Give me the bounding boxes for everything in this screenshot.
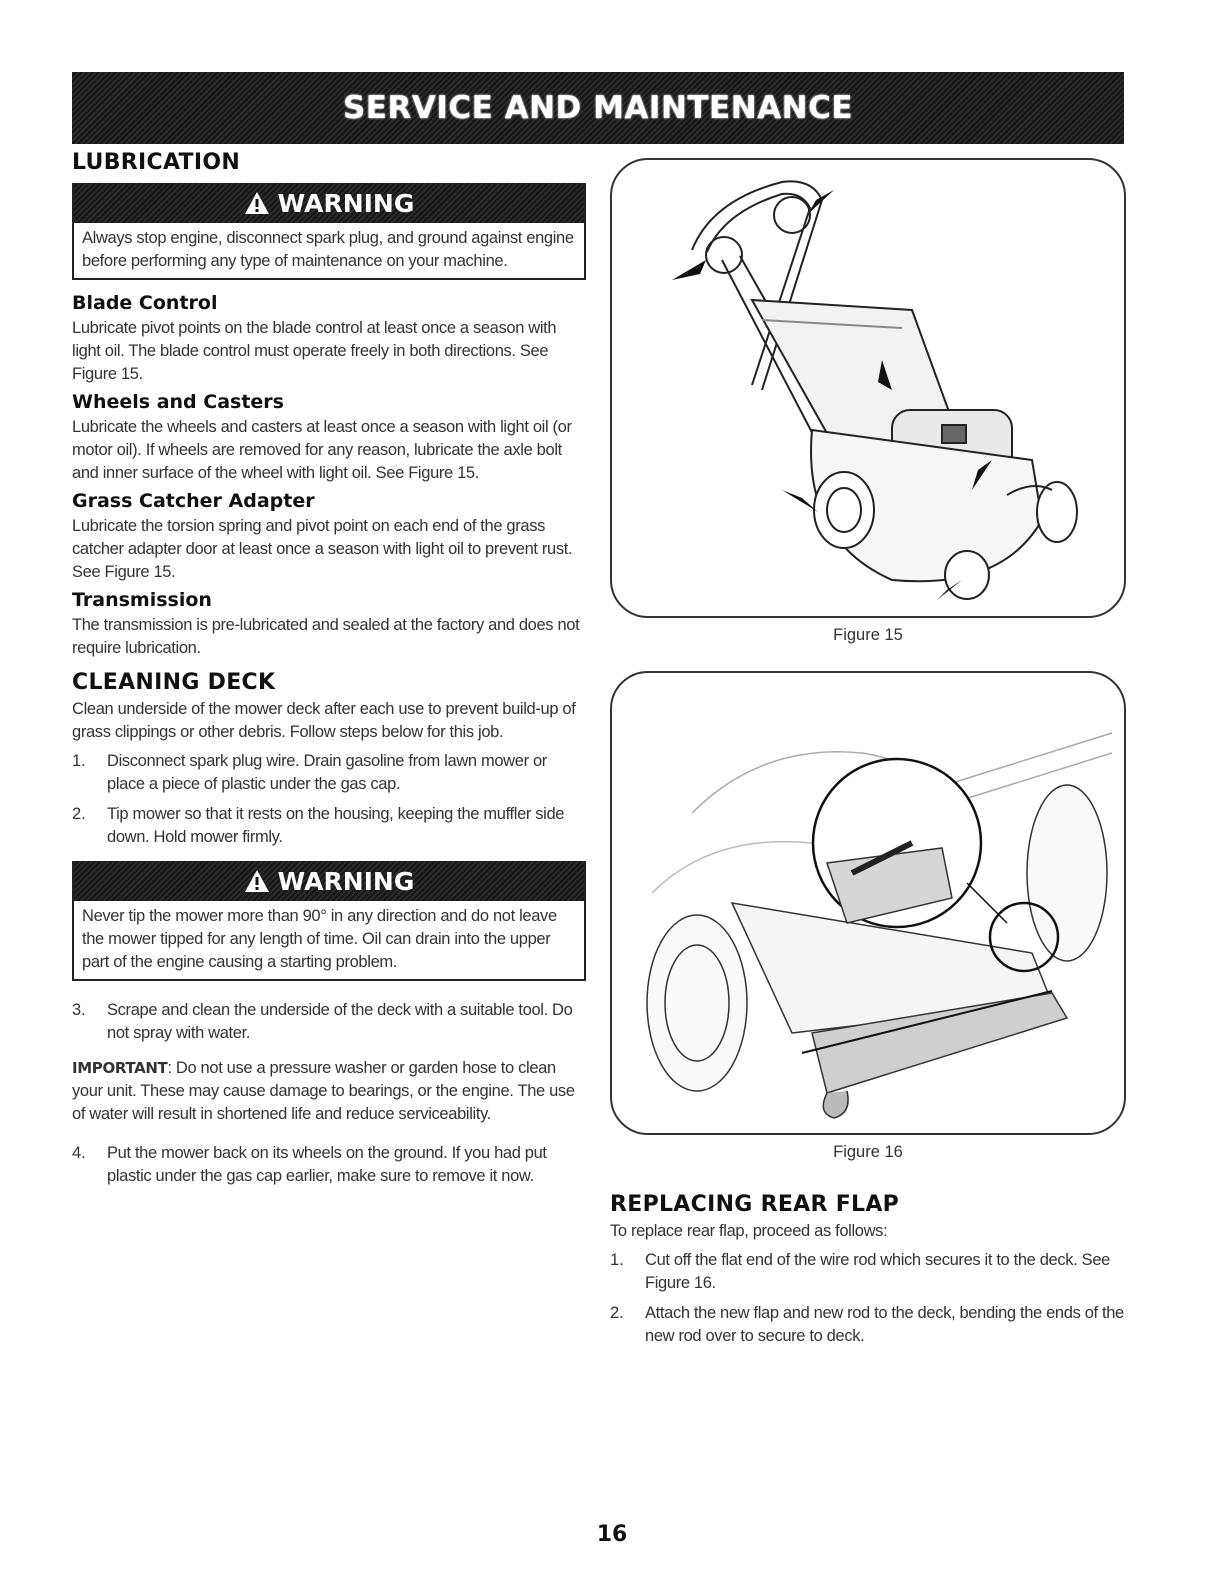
- grass-catcher-text: Lubricate the torsion spring and pivot point on each end of the grass catcher adapter door at least once a season with light oil to prevent rust. See Figure 15.: [72, 517, 573, 581]
- important-text: : Do not use a pressure washer or garden hose to clean your unit. These may cause damage to bearings, or the engine. The use of water will result in shortened life and reduce serviceability.: [72, 1059, 575, 1123]
- warning-label: WARNING: [277, 188, 415, 218]
- transmission-text: The transmission is pre-lubricated and sealed at the factory and does not require lubrication.: [72, 616, 580, 657]
- cleaning-steps-a: [72, 750, 588, 849]
- important-note: [72, 1057, 588, 1126]
- figure-15-caption: Figure 15: [833, 626, 903, 644]
- cleaning-intro: Clean underside of the mower deck after each use to prevent build-up of grass clippings or other debris. Follow steps below for this job.: [72, 700, 576, 741]
- important-label: IMPORTANT: [72, 1059, 168, 1077]
- rear-flap-illustration: [612, 673, 1124, 1129]
- cleaning-steps-b: [72, 999, 588, 1045]
- mower-lubrication-illustration: [612, 160, 1124, 612]
- lubrication-heading: LUBRICATION: [72, 150, 241, 175]
- wheels-heading: Wheels and Casters: [72, 391, 284, 413]
- warning-header: [74, 861, 584, 901]
- grass-catcher-heading: Grass Catcher Adapter: [72, 490, 315, 512]
- figure-16-caption: Figure 16: [833, 1143, 903, 1161]
- right-column: [610, 158, 1126, 1355]
- rear-flap-steps: [610, 1249, 1126, 1348]
- transmission-heading: Transmission: [72, 589, 212, 611]
- rear-flap-heading: REPLACING REAR FLAP: [610, 1192, 900, 1217]
- wheels-text: Lubricate the wheels and casters at least once a season with light oil (or motor oil). If wheels are removed for any reason, lubricate the axle bolt and inner surface of the wheel with light oil. See Figure 15.: [72, 418, 572, 482]
- figure-16-frame: [610, 671, 1126, 1135]
- figure-15-frame: [610, 158, 1126, 618]
- cleaning-heading: CLEANING DECK: [72, 670, 276, 695]
- header-banner: [72, 72, 1124, 144]
- list-item: 2. Attach the new flap and new rod to the deck, bending the ends of the new rod over to secure to deck.: [610, 1304, 1124, 1345]
- warning-triangle-icon: [244, 869, 270, 893]
- warning-header: [74, 183, 584, 223]
- list-item: 3. Scrape and clean the underside of the deck with a suitable tool. Do not spray with water.: [72, 1001, 573, 1042]
- list-item: 4. Put the mower back on its wheels on the ground. If you had put plastic under the gas cap earlier, make sure to remove it now.: [72, 1144, 547, 1185]
- warning-text: Never tip the mower more than 90° in any direction and do not leave the mower tipped for any length of time. Oil can drain into the upper part of the engine causing a starting problem.: [82, 907, 557, 971]
- cleaning-warning-box: [72, 861, 586, 981]
- warning-label: WARNING: [277, 866, 415, 896]
- warning-triangle-icon: [244, 191, 270, 215]
- lubrication-warning-box: [72, 183, 586, 280]
- page-title: SERVICE AND MAINTENANCE: [342, 90, 854, 126]
- blade-control-text: Lubricate pivot points on the blade control at least once a season with light oil. The blade control must operate freely in both directions. See Figure 15.: [72, 319, 557, 383]
- rear-flap-intro: To replace rear flap, proceed as follows:: [610, 1222, 888, 1240]
- left-column: [72, 150, 588, 1195]
- list-item: 1. Cut off the flat end of the wire rod which secures it to the deck. See Figure 16.: [610, 1251, 1110, 1292]
- cleaning-steps-c: [72, 1142, 588, 1188]
- page-number: 16: [596, 1522, 628, 1547]
- blade-control-heading: Blade Control: [72, 292, 218, 314]
- warning-text: Always stop engine, disconnect spark plug, and ground against engine before performing any type of maintenance on your machine.: [82, 229, 574, 270]
- list-item: 1. Disconnect spark plug wire. Drain gasoline from lawn mower or place a piece of plastic under the gas cap.: [72, 752, 547, 793]
- list-item: 2. Tip mower so that it rests on the housing, keeping the muffler side down. Hold mower firmly.: [72, 805, 565, 846]
